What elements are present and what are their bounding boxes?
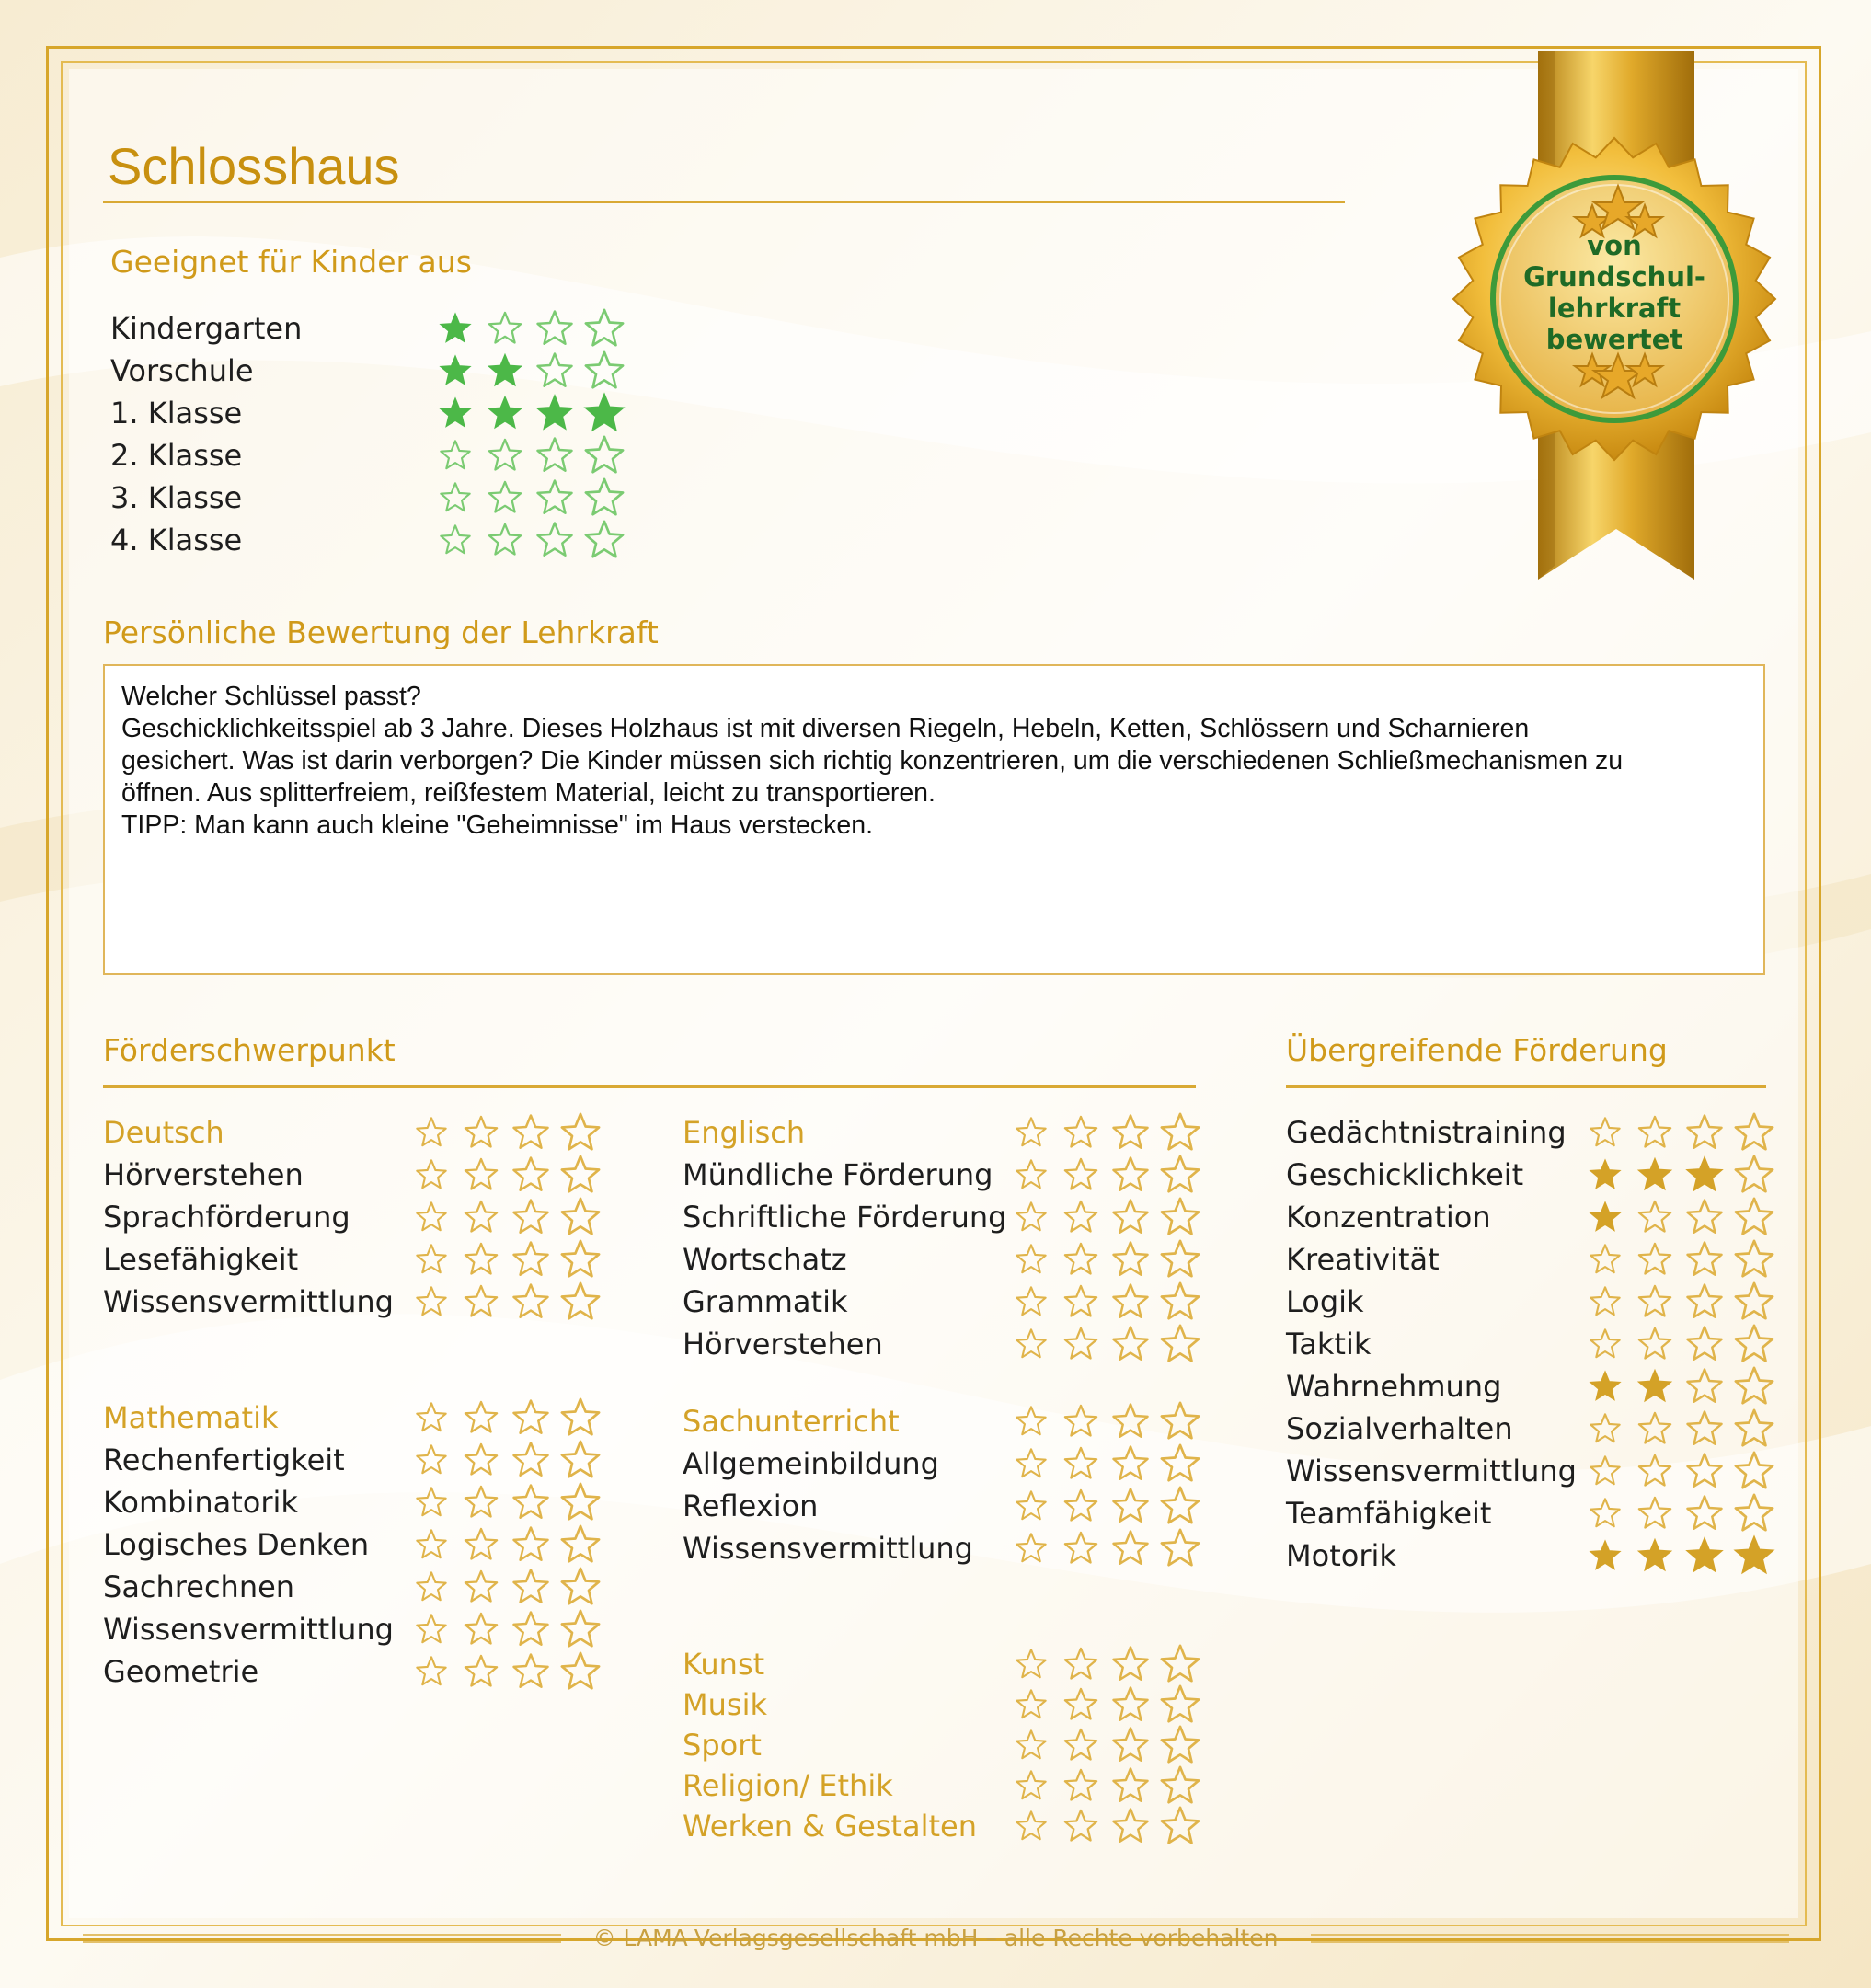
star-empty-icon (407, 1238, 456, 1281)
star-empty-icon (556, 1154, 605, 1196)
star-empty-icon (456, 1196, 506, 1238)
star-empty-icon (1680, 1238, 1729, 1281)
star-empty-icon (480, 434, 530, 477)
star-filled-icon (1580, 1534, 1630, 1577)
star-empty-icon (1155, 1154, 1205, 1196)
star-empty-icon (556, 1396, 605, 1439)
star-empty-icon (430, 519, 480, 561)
star-empty-icon (1580, 1238, 1630, 1281)
star-empty-icon (1729, 1365, 1779, 1408)
category-label: Deutsch (103, 1115, 224, 1150)
star-empty-icon (1106, 1111, 1155, 1154)
criterion-label: Taktik (1286, 1327, 1372, 1362)
star-empty-icon (1580, 1111, 1630, 1154)
star-empty-icon (1056, 1485, 1106, 1527)
star-empty-icon (1680, 1492, 1729, 1534)
criterion-label: Allgemeinbildung (683, 1446, 939, 1481)
star-filled-icon (1580, 1196, 1630, 1238)
star-empty-icon (1630, 1111, 1680, 1154)
star-empty-icon (1006, 1400, 1056, 1442)
star-empty-icon (1155, 1643, 1205, 1685)
star-empty-icon (1006, 1196, 1056, 1238)
star-empty-icon (1056, 1111, 1106, 1154)
star-rating (1580, 1196, 1779, 1238)
copyright-footer: © LAMA-Verlagsgesellschaft mbH – alle Rechte vorbehalten (592, 1925, 1279, 1951)
star-empty-icon (1680, 1196, 1729, 1238)
criterion-label: Wissensvermittlung (103, 1284, 394, 1319)
star-empty-icon (506, 1481, 556, 1523)
criterion-label: Sozialverhalten (1286, 1411, 1513, 1446)
star-empty-icon (1155, 1238, 1205, 1281)
star-empty-icon (1056, 1323, 1106, 1365)
star-filled-icon (1630, 1365, 1680, 1408)
star-empty-icon (1729, 1111, 1779, 1154)
star-filled-icon (580, 392, 629, 434)
star-empty-icon (1580, 1450, 1630, 1492)
star-empty-icon (556, 1608, 605, 1650)
criterion-label: Kombinatorik (103, 1485, 298, 1520)
criterion-label: Motorik (1286, 1538, 1396, 1573)
star-filled-icon (1630, 1154, 1680, 1196)
star-empty-icon (506, 1650, 556, 1693)
star-filled-icon (530, 392, 580, 434)
seal-text-line: Grundschul- (1523, 261, 1705, 293)
star-empty-icon (456, 1281, 506, 1323)
star-filled-icon (480, 392, 530, 434)
star-rating (407, 1281, 605, 1323)
star-rating (407, 1439, 605, 1481)
star-empty-icon (530, 350, 580, 392)
star-empty-icon (506, 1238, 556, 1281)
criterion-label: Lesefähigkeit (103, 1242, 299, 1277)
star-empty-icon (1630, 1450, 1680, 1492)
category-label: Musik (683, 1687, 767, 1722)
review-line: TIPP: Man kann auch kleine "Geheimnisse" im Haus verstecken. (121, 810, 874, 840)
star-empty-icon (456, 1154, 506, 1196)
criterion-label: Teamfähigkeit (1286, 1496, 1492, 1531)
seal-text-line: bewertet (1545, 324, 1683, 355)
star-empty-icon (1630, 1281, 1680, 1323)
star-rating (430, 477, 629, 519)
criterion-label: Kindergarten (110, 311, 303, 346)
star-rating (407, 1196, 605, 1238)
star-empty-icon (1106, 1724, 1155, 1766)
star-empty-icon (1630, 1323, 1680, 1365)
star-rating (1006, 1643, 1205, 1685)
star-empty-icon (1155, 1683, 1205, 1726)
star-empty-icon (480, 307, 530, 350)
star-empty-icon (456, 1523, 506, 1566)
seal-text-line: von (1587, 230, 1642, 261)
star-rating (1580, 1450, 1779, 1492)
star-rating (1006, 1442, 1205, 1485)
star-empty-icon (456, 1111, 506, 1154)
star-rating (1006, 1400, 1205, 1442)
star-rating (1580, 1323, 1779, 1365)
star-rating (1580, 1534, 1779, 1577)
star-empty-icon (1006, 1724, 1056, 1766)
title-underline (103, 201, 1345, 203)
star-empty-icon (1106, 1154, 1155, 1196)
star-empty-icon (1729, 1196, 1779, 1238)
star-empty-icon (506, 1566, 556, 1608)
star-empty-icon (506, 1523, 556, 1566)
star-rating (1006, 1805, 1205, 1847)
star-empty-icon (506, 1111, 556, 1154)
category-label: Englisch (683, 1115, 806, 1150)
star-rating (1580, 1365, 1779, 1408)
star-empty-icon (530, 434, 580, 477)
star-rating (1580, 1281, 1779, 1323)
star-empty-icon (1106, 1764, 1155, 1807)
star-empty-icon (530, 519, 580, 561)
star-empty-icon (407, 1608, 456, 1650)
star-empty-icon (1630, 1492, 1680, 1534)
criterion-label: Gedächtnistraining (1286, 1115, 1567, 1150)
star-rating (1006, 1281, 1205, 1323)
star-empty-icon (1006, 1764, 1056, 1807)
star-empty-icon (1729, 1323, 1779, 1365)
star-empty-icon (407, 1439, 456, 1481)
star-filled-icon (1680, 1534, 1729, 1577)
star-empty-icon (430, 477, 480, 519)
star-empty-icon (1580, 1323, 1630, 1365)
star-empty-icon (1680, 1450, 1729, 1492)
star-empty-icon (580, 434, 629, 477)
star-empty-icon (1106, 1323, 1155, 1365)
star-empty-icon (556, 1196, 605, 1238)
rating-seal (1435, 51, 1794, 603)
star-empty-icon (1006, 1805, 1056, 1847)
star-empty-icon (456, 1566, 506, 1608)
star-empty-icon (1680, 1408, 1729, 1450)
star-empty-icon (1006, 1154, 1056, 1196)
criterion-label: Sprachförderung (103, 1200, 350, 1235)
star-empty-icon (1056, 1281, 1106, 1323)
uebergreifend-rule (1286, 1085, 1766, 1088)
star-rating (407, 1566, 605, 1608)
star-rating (430, 307, 629, 350)
star-rating (1006, 1323, 1205, 1365)
star-rating (407, 1396, 605, 1439)
star-rating (430, 519, 629, 561)
star-empty-icon (506, 1439, 556, 1481)
star-empty-icon (407, 1111, 456, 1154)
star-empty-icon (1155, 1323, 1205, 1365)
star-rating (1006, 1527, 1205, 1569)
star-empty-icon (1106, 1643, 1155, 1685)
star-empty-icon (456, 1396, 506, 1439)
category-label: Mathematik (103, 1400, 279, 1435)
star-rating (430, 350, 629, 392)
star-empty-icon (506, 1154, 556, 1196)
category-label: Werken & Gestalten (683, 1809, 977, 1844)
star-empty-icon (580, 307, 629, 350)
star-filled-icon (480, 350, 530, 392)
star-empty-icon (1729, 1154, 1779, 1196)
category-label: Religion/ Ethik (683, 1768, 893, 1803)
star-empty-icon (1006, 1238, 1056, 1281)
star-empty-icon (506, 1196, 556, 1238)
star-empty-icon (1056, 1527, 1106, 1569)
criterion-label: Wissensvermittlung (1286, 1454, 1577, 1488)
star-empty-icon (580, 519, 629, 561)
star-rating (407, 1154, 605, 1196)
star-filled-icon (430, 392, 480, 434)
star-empty-icon (480, 477, 530, 519)
star-filled-icon (1580, 1365, 1630, 1408)
criterion-label: Sachrechnen (103, 1569, 295, 1604)
star-empty-icon (1729, 1408, 1779, 1450)
foerder-heading: Förderschwerpunkt (103, 1032, 396, 1068)
star-empty-icon (1106, 1238, 1155, 1281)
star-empty-icon (1155, 1442, 1205, 1485)
criterion-label: Wahrnehmung (1286, 1369, 1502, 1404)
star-empty-icon (1056, 1196, 1106, 1238)
star-empty-icon (1630, 1196, 1680, 1238)
criterion-label: Logisches Denken (103, 1527, 370, 1562)
star-empty-icon (1729, 1281, 1779, 1323)
star-empty-icon (1056, 1805, 1106, 1847)
star-empty-icon (506, 1608, 556, 1650)
star-empty-icon (1155, 1400, 1205, 1442)
star-filled-icon (1680, 1154, 1729, 1196)
criterion-label: Konzentration (1286, 1200, 1491, 1235)
star-empty-icon (1056, 1764, 1106, 1807)
star-empty-icon (1006, 1281, 1056, 1323)
star-empty-icon (1056, 1683, 1106, 1726)
star-empty-icon (407, 1523, 456, 1566)
review-line: gesichert. Was ist darin verborgen? Die Kinder müssen sich richtig konzentrieren, um die verschiedenen Schließmechanismen zu (121, 746, 1624, 776)
review-heading: Persönliche Bewertung der Lehrkraft (103, 615, 659, 650)
star-empty-icon (456, 1650, 506, 1693)
star-empty-icon (1106, 1196, 1155, 1238)
star-rating (1006, 1111, 1205, 1154)
page-title: Schlosshaus (108, 137, 400, 195)
star-empty-icon (1680, 1365, 1729, 1408)
star-empty-icon (1729, 1238, 1779, 1281)
star-empty-icon (1056, 1724, 1106, 1766)
star-empty-icon (556, 1650, 605, 1693)
criterion-label: Hörverstehen (103, 1157, 304, 1192)
star-empty-icon (1106, 1683, 1155, 1726)
star-empty-icon (407, 1650, 456, 1693)
star-rating (1580, 1154, 1779, 1196)
review-line: Welcher Schlüssel passt? (121, 682, 421, 711)
star-empty-icon (1106, 1442, 1155, 1485)
star-empty-icon (1155, 1527, 1205, 1569)
star-empty-icon (556, 1111, 605, 1154)
star-empty-icon (407, 1566, 456, 1608)
star-filled-icon (1729, 1534, 1779, 1577)
star-empty-icon (580, 477, 629, 519)
star-empty-icon (1155, 1805, 1205, 1847)
criterion-label: Geometrie (103, 1654, 259, 1689)
star-empty-icon (1155, 1111, 1205, 1154)
star-rating (430, 434, 629, 477)
star-empty-icon (1729, 1450, 1779, 1492)
star-empty-icon (1680, 1323, 1729, 1365)
star-empty-icon (1106, 1485, 1155, 1527)
criterion-label: Schriftliche Förderung (683, 1200, 1007, 1235)
criterion-label: Kreativität (1286, 1242, 1440, 1277)
star-empty-icon (1006, 1643, 1056, 1685)
star-empty-icon (1006, 1111, 1056, 1154)
category-label: Sachunterricht (683, 1404, 900, 1439)
star-rating (407, 1608, 605, 1650)
star-filled-icon (430, 307, 480, 350)
star-rating (1006, 1238, 1205, 1281)
star-rating (1580, 1408, 1779, 1450)
star-rating (407, 1111, 605, 1154)
star-rating (1006, 1154, 1205, 1196)
star-empty-icon (1006, 1527, 1056, 1569)
star-empty-icon (506, 1281, 556, 1323)
criterion-label: Logik (1286, 1284, 1364, 1319)
star-empty-icon (1729, 1492, 1779, 1534)
star-empty-icon (556, 1481, 605, 1523)
star-filled-icon (1580, 1154, 1630, 1196)
star-empty-icon (1630, 1238, 1680, 1281)
star-empty-icon (407, 1154, 456, 1196)
review-textbox (103, 664, 1765, 975)
star-empty-icon (430, 434, 480, 477)
category-label: Sport (683, 1728, 762, 1763)
star-empty-icon (480, 519, 530, 561)
criterion-label: 1. Klasse (110, 396, 243, 431)
star-empty-icon (1580, 1281, 1630, 1323)
star-empty-icon (456, 1238, 506, 1281)
star-empty-icon (1056, 1154, 1106, 1196)
criterion-label: 4. Klasse (110, 523, 243, 557)
star-rating (1580, 1111, 1779, 1154)
star-empty-icon (1680, 1281, 1729, 1323)
star-rating (407, 1523, 605, 1566)
star-empty-icon (530, 307, 580, 350)
star-rating (1006, 1724, 1205, 1766)
star-empty-icon (580, 350, 629, 392)
star-rating (1006, 1764, 1205, 1807)
star-empty-icon (1155, 1196, 1205, 1238)
star-empty-icon (556, 1523, 605, 1566)
star-empty-icon (1056, 1400, 1106, 1442)
criterion-label: Grammatik (683, 1284, 848, 1319)
star-empty-icon (1106, 1281, 1155, 1323)
star-empty-icon (556, 1439, 605, 1481)
star-rating (1006, 1196, 1205, 1238)
criterion-label: Rechenfertigkeit (103, 1442, 345, 1477)
star-rating (1006, 1683, 1205, 1726)
suitable-heading: Geeignet für Kinder aus (110, 244, 472, 280)
review-line: Geschicklichkeitsspiel ab 3 Jahre. Dieses Holzhaus ist mit diversen Riegeln, Hebeln, Ketten, Schlössern und Scharnieren (121, 714, 1530, 743)
star-empty-icon (1155, 1281, 1205, 1323)
star-empty-icon (1056, 1442, 1106, 1485)
star-rating (1580, 1492, 1779, 1534)
star-empty-icon (1106, 1805, 1155, 1847)
star-empty-icon (456, 1481, 506, 1523)
star-empty-icon (1155, 1724, 1205, 1766)
star-empty-icon (407, 1481, 456, 1523)
star-empty-icon (1006, 1683, 1056, 1726)
star-empty-icon (407, 1396, 456, 1439)
star-empty-icon (456, 1608, 506, 1650)
criterion-label: Reflexion (683, 1488, 819, 1523)
criterion-label: Vorschule (110, 353, 254, 388)
star-empty-icon (530, 477, 580, 519)
star-empty-icon (556, 1566, 605, 1608)
star-empty-icon (506, 1396, 556, 1439)
star-empty-icon (1630, 1408, 1680, 1450)
star-rating (430, 392, 629, 434)
star-empty-icon (1056, 1643, 1106, 1685)
star-empty-icon (1155, 1485, 1205, 1527)
criterion-label: Hörverstehen (683, 1327, 883, 1362)
star-empty-icon (407, 1196, 456, 1238)
star-empty-icon (407, 1281, 456, 1323)
star-empty-icon (1580, 1408, 1630, 1450)
star-empty-icon (1106, 1400, 1155, 1442)
star-rating (407, 1481, 605, 1523)
criterion-label: Mündliche Förderung (683, 1157, 993, 1192)
star-rating (1580, 1238, 1779, 1281)
criterion-label: Geschicklichkeit (1286, 1157, 1524, 1192)
star-empty-icon (1155, 1764, 1205, 1807)
star-empty-icon (1680, 1111, 1729, 1154)
star-empty-icon (1580, 1492, 1630, 1534)
star-empty-icon (556, 1238, 605, 1281)
star-empty-icon (1006, 1485, 1056, 1527)
criterion-label: 3. Klasse (110, 480, 243, 515)
star-filled-icon (430, 350, 480, 392)
star-empty-icon (1056, 1238, 1106, 1281)
star-rating (1006, 1485, 1205, 1527)
criterion-label: 2. Klasse (110, 438, 243, 473)
star-empty-icon (1106, 1527, 1155, 1569)
star-filled-icon (1630, 1534, 1680, 1577)
criterion-label: Wissensvermittlung (103, 1612, 394, 1647)
star-empty-icon (1006, 1323, 1056, 1365)
star-empty-icon (456, 1439, 506, 1481)
foerder-rule (103, 1085, 1196, 1088)
star-empty-icon (1006, 1442, 1056, 1485)
star-rating (407, 1650, 605, 1693)
criterion-label: Wissensvermittlung (683, 1531, 973, 1566)
category-label: Kunst (683, 1647, 765, 1682)
criterion-label: Wortschatz (683, 1242, 847, 1277)
star-rating (407, 1238, 605, 1281)
star-empty-icon (556, 1281, 605, 1323)
uebergreifend-heading: Übergreifende Förderung (1286, 1032, 1668, 1068)
seal-text-line: lehrkraft (1547, 293, 1682, 324)
review-line: öffnen. Aus splitterfreiem, reißfestem Material, leicht zu transportieren. (121, 778, 936, 808)
